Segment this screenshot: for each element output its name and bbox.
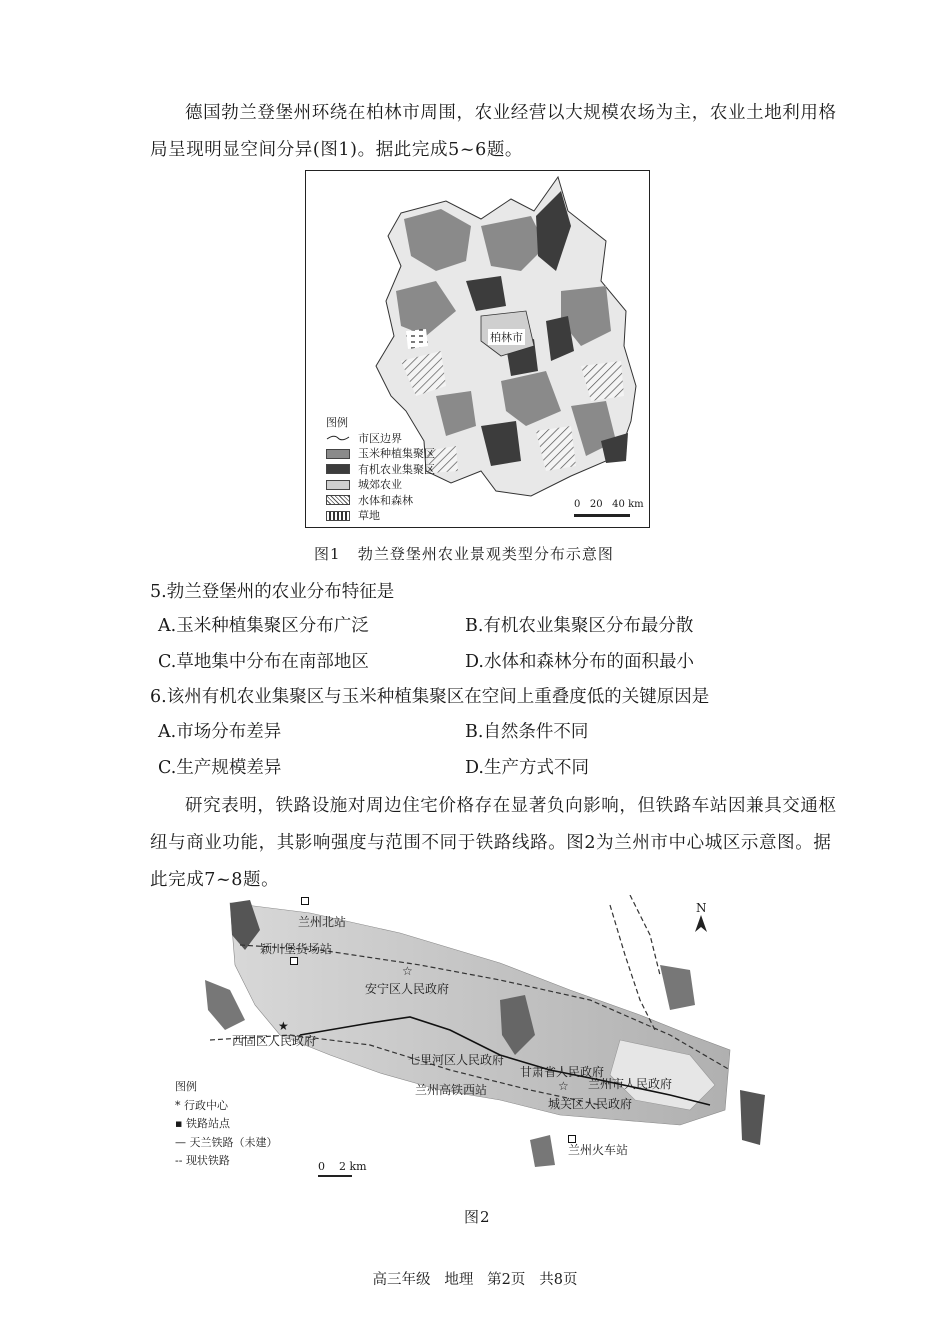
- label-lanzhou-west: 兰州高铁西站: [415, 1083, 488, 1097]
- figure-2-caption: 图2: [464, 1208, 491, 1226]
- admin-center-star-icon: ☆: [558, 1079, 569, 1093]
- legend-item: 玉米种植集聚区: [358, 447, 435, 460]
- label-lanzhou-station: 兰州火车站: [568, 1143, 629, 1157]
- figure-2-legend: [175, 1078, 278, 1171]
- q6-option-b[interactable]: B.自然条件不同: [465, 722, 589, 742]
- label-lanzhou-north: 兰州北站: [298, 915, 347, 929]
- q6-option-c[interactable]: C.生产规模差异: [158, 758, 282, 778]
- station-marker-icon: [568, 1135, 576, 1143]
- organic-swatch-icon: [326, 464, 350, 474]
- label-lanzhou-city: 兰州市人民政府: [588, 1077, 673, 1091]
- legend-item: 水体和森林: [358, 493, 413, 507]
- question-6-stem: 6.该州有机农业集聚区与玉米种植集聚区在空间上重叠度低的关键原因是: [150, 687, 710, 707]
- station-marker-icon: [301, 897, 309, 905]
- legend-item: 行政中心: [184, 1098, 228, 1112]
- station-square-icon: ▪: [175, 1117, 186, 1130]
- q5-option-b[interactable]: B.有机农业集聚区分布最分散: [465, 616, 694, 636]
- page-footer: 高三年级 地理 第2页 共8页: [372, 1272, 578, 1288]
- label-yingchuanbao: 颖川堡货场站: [260, 942, 333, 956]
- legend-item: 市区边界: [358, 431, 402, 445]
- legend-item: 天兰铁路（未建）: [189, 1135, 278, 1149]
- admin-center-star-icon: ★: [278, 1019, 289, 1033]
- grass-swatch-icon: [326, 511, 350, 521]
- scale-bar-label: 0 20 40 km: [574, 499, 644, 510]
- station-marker-icon: [290, 957, 298, 965]
- periurban-swatch-icon: [326, 480, 350, 490]
- q5-option-a[interactable]: A.玉米种植集聚区分布广泛: [158, 616, 369, 636]
- figure-1-map: [305, 170, 650, 528]
- legend-item: 铁路站点: [185, 1117, 230, 1130]
- legend-item: 现状铁路: [185, 1154, 230, 1167]
- label-anning: 安宁区人民政府: [365, 982, 450, 996]
- q5-option-c[interactable]: C.草地集中分布在南部地区: [158, 652, 369, 672]
- intro-paragraph-2: 研究表明，铁路设施对周边住宅价格存在显著负向影响，但铁路车站因兼具交通枢纽与商业功能，其影响强度与范围不同于铁路线路。图2为兰州市中心城区示意图。据此完成7~8题。: [150, 796, 837, 890]
- figure-2-scale-label: 0 2 km: [318, 1160, 367, 1173]
- legend-item: 城郊农业: [358, 478, 402, 491]
- legend-item: 草地: [358, 509, 380, 522]
- label-qilihe: 七里河区人民政府: [408, 1053, 505, 1067]
- intro-paragraph-1: 德国勃兰登堡州环绕在柏林市周围，农业经营以大规模农场为主，农业土地利用格局呈现明显空间分异(图1)。据此完成5~6题。: [150, 103, 837, 160]
- figure-1-legend: [326, 415, 435, 524]
- legend-item: 有机农业集聚区: [358, 462, 435, 476]
- forest-swatch-icon: [326, 495, 350, 505]
- scale-bar: [574, 514, 630, 517]
- question-5-stem: 5.勃兰登堡州的农业分布特征是: [150, 582, 395, 602]
- label-gansu: 甘肃省人民政府: [520, 1065, 605, 1079]
- existing-railway-icon: --: [175, 1154, 186, 1167]
- berlin-label: 柏林市: [490, 331, 523, 344]
- q5-option-d[interactable]: D.水体和森林分布的面积最小: [465, 652, 694, 672]
- figure-2-scale-bar: [318, 1175, 352, 1177]
- planned-railway-icon: —: [175, 1135, 190, 1149]
- label-xigu: 西固区人民政府: [232, 1034, 317, 1048]
- admin-center-star-icon: ☆: [402, 964, 413, 978]
- north-label: N: [696, 901, 707, 915]
- legend-title: 图例: [326, 416, 348, 429]
- corn-swatch-icon: [326, 449, 350, 459]
- north-arrow-icon: [694, 915, 708, 933]
- figure-1-caption: 图1 勃兰登堡州农业景观类型分布示意图: [314, 545, 614, 563]
- q6-option-d[interactable]: D.生产方式不同: [465, 758, 589, 778]
- legend-title: 图例: [175, 1080, 197, 1093]
- label-chengguan: 城关区人民政府: [548, 1097, 633, 1111]
- admin-center-star-icon: *: [175, 1098, 184, 1112]
- city-boundary-icon: [326, 433, 350, 443]
- q6-option-a[interactable]: A.市场分布差异: [158, 722, 282, 742]
